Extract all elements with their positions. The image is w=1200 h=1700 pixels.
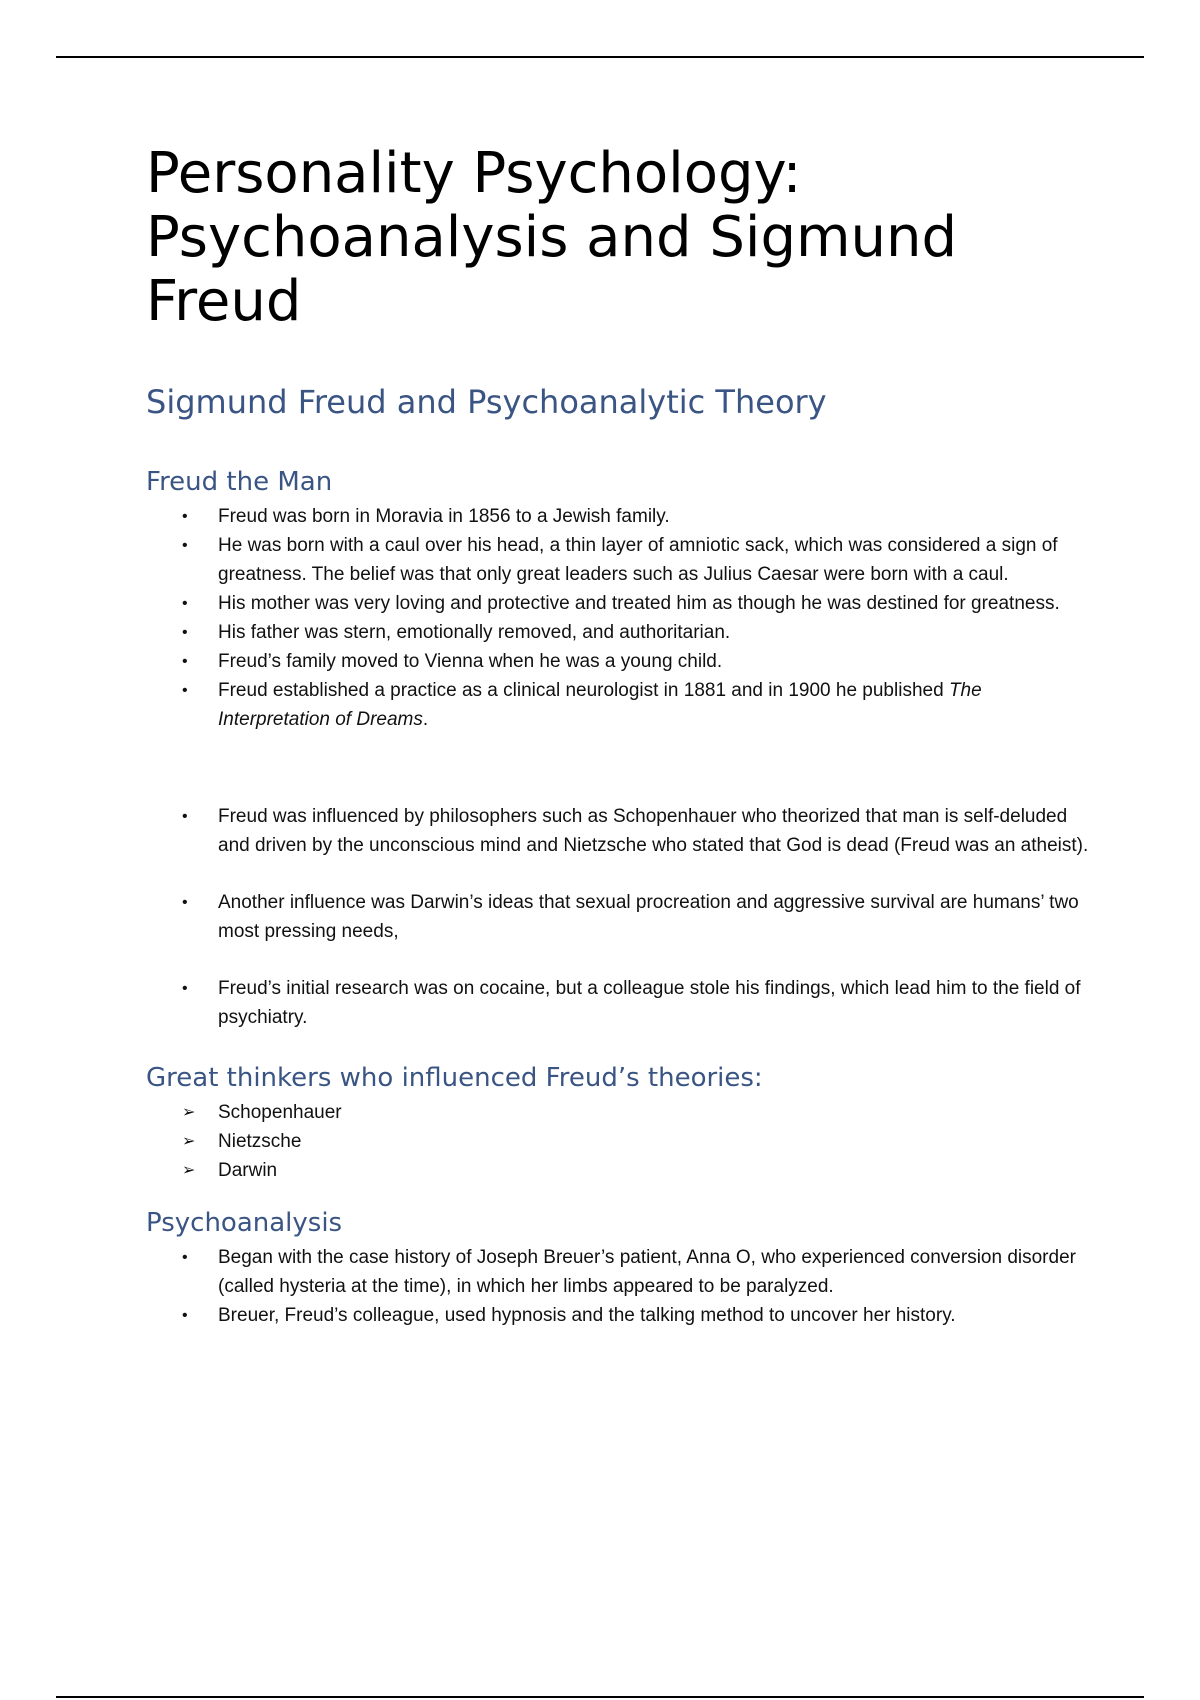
list-item: ➢ Nietzsche xyxy=(146,1127,1096,1156)
bullet-icon: • xyxy=(182,1307,188,1324)
list-item: • Freud’s family moved to Vienna when he was a young child. xyxy=(146,647,1096,676)
list-item: • Began with the case history of Joseph Breuer’s patient, Anna O, who experienced conversion disorder (called hysteria at the time), in which her limbs appeared to be paralyzed. xyxy=(146,1243,1096,1301)
bullet-icon: • xyxy=(182,682,188,699)
bullet-icon: • xyxy=(182,980,188,997)
book-title: The Interpretation of Dreams xyxy=(218,680,982,730)
bullet-icon: • xyxy=(182,595,188,612)
arrow-bullet-icon: ➢ xyxy=(182,1133,196,1150)
list-item: • Freud established a practice as a clinical neurologist in 1881 and in 1900 he published The Interpretation of Dreams. xyxy=(146,676,1096,734)
freud-the-man-heading: Freud the Man xyxy=(146,467,333,497)
bullet-icon: • xyxy=(182,808,188,825)
list-item: • His father was stern, emotionally removed, and authoritarian. xyxy=(146,618,1096,647)
bullet-icon: • xyxy=(182,537,188,554)
thinkers-heading: Great thinkers who influenced Freud’s theories: xyxy=(146,1063,763,1093)
list-item: • Breuer, Freud’s colleague, used hypnosis and the talking method to uncover her history. xyxy=(146,1301,1096,1330)
psychoanalysis-list xyxy=(146,1243,1096,1330)
list-item: • Freud was born in Moravia in 1856 to a Jewish family. xyxy=(146,502,1096,531)
bottom-rule xyxy=(56,1696,1144,1698)
arrow-bullet-icon: ➢ xyxy=(182,1104,196,1121)
thinkers-list xyxy=(146,1098,1096,1185)
list-item: • Freud’s initial research was on cocaine, but a colleague stole his findings, which lead him to the field of psychiatry. xyxy=(146,974,1096,1032)
list-item: ➢ Darwin xyxy=(146,1156,1096,1185)
list-item: • He was born with a caul over his head, a thin layer of amniotic sack, which was considered a sign of greatness. The belief was that only great leaders such as Julius Caesar were born with a caul. xyxy=(146,531,1096,589)
section-heading: Sigmund Freud and Psychoanalytic Theory xyxy=(146,383,827,421)
bullet-icon: • xyxy=(182,624,188,641)
document-title: Personality Psychology: Psychoanalysis and Sigmund Freud xyxy=(146,141,958,334)
arrow-bullet-icon: ➢ xyxy=(182,1162,196,1179)
list-item: • His mother was very loving and protective and treated him as though he was destined for greatness. xyxy=(146,589,1096,618)
psychoanalysis-heading: Psychoanalysis xyxy=(146,1208,343,1238)
list-item: • Freud was influenced by philosophers such as Schopenhauer who theorized that man is self-deluded and driven by the unconscious mind and Nietzsche who stated that God is dead (Freud was an atheist). xyxy=(146,802,1096,860)
bullet-icon: • xyxy=(182,1249,188,1266)
list-item: • Another influence was Darwin’s ideas that sexual procreation and aggressive survival are humans’ two most pressing needs, xyxy=(146,888,1096,946)
bullet-icon: • xyxy=(182,894,188,911)
document-page xyxy=(146,142,1096,1330)
freud-the-man-list xyxy=(146,502,1096,1032)
bullet-icon: • xyxy=(182,653,188,670)
list-item: ➢ Schopenhauer xyxy=(146,1098,1096,1127)
top-rule xyxy=(56,56,1144,58)
bullet-icon: • xyxy=(182,508,188,525)
